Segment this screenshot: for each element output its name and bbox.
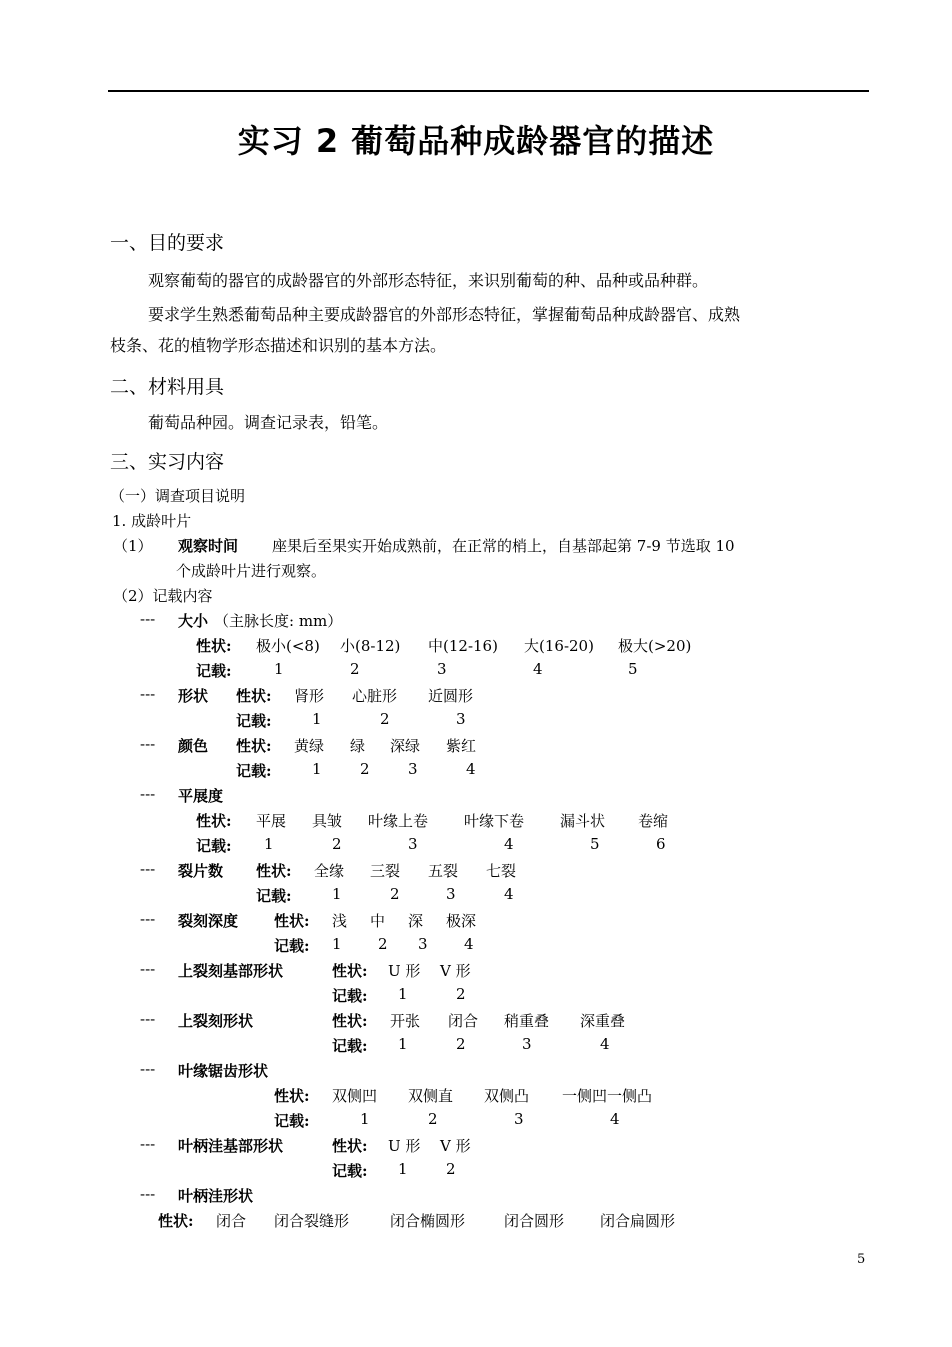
dash: --- [140, 910, 156, 928]
trait-label: 性状: [256, 862, 292, 880]
trait-value: 中(12-16) [428, 637, 498, 655]
trait-value: V 形 [440, 962, 471, 980]
dash: --- [140, 860, 156, 878]
record-code: 1 [274, 660, 284, 678]
trait-value: 小(8-12) [340, 637, 401, 655]
record-code: 2 [428, 1110, 438, 1128]
trait-label: 性状: [332, 1012, 368, 1030]
trait-value: 闭合椭圆形 [390, 1212, 466, 1230]
flat-name: 平展度 [178, 787, 224, 805]
upper-base-name: 上裂刻基部形状 [178, 962, 284, 980]
record-code: 2 [456, 1035, 466, 1053]
record-content-label: （2）记载内容 [113, 587, 213, 605]
dash: --- [140, 960, 156, 978]
shape-name: 形状 [178, 687, 209, 705]
trait-value: 双侧凸 [484, 1087, 530, 1105]
trait-value: 五裂 [428, 862, 459, 880]
record-code: 2 [350, 660, 360, 678]
record-code: 5 [590, 835, 600, 853]
trait-label: 性状: [236, 737, 272, 755]
size-name: 大小 [178, 612, 209, 630]
record-code: 3 [522, 1035, 532, 1053]
record-code: 4 [466, 760, 476, 778]
header-rule [108, 90, 869, 92]
record-code: 1 [360, 1110, 370, 1128]
trait-value: 绿 [350, 737, 366, 755]
petiole-base-name: 叶柄洼基部形状 [178, 1137, 284, 1155]
trait-value: 漏斗状 [560, 812, 606, 830]
trait-value: 叶缘下卷 [464, 812, 525, 830]
record-code: 3 [408, 760, 418, 778]
observe-number: （1） [113, 537, 153, 555]
record-label: 记载: [332, 1037, 368, 1055]
trait-value: 极小(<8) [256, 637, 320, 655]
trait-value: 中 [370, 912, 386, 930]
page-number: 5 [857, 1252, 866, 1267]
record-code: 3 [437, 660, 447, 678]
observe-text: 座果后至果实开始成熟前，在正常的梢上，自基部起第 7-9 节选取 10 [272, 537, 735, 555]
record-label: 记载: [256, 887, 292, 905]
trait-value: 叶缘上卷 [368, 812, 429, 830]
sec1-paragraph-2b: 枝条、花的植物学形态描述和识别的基本方法。 [110, 336, 447, 355]
section-1-heading: 一、目的要求 [110, 232, 225, 254]
trait-label: 性状: [274, 1087, 310, 1105]
trait-value: 紫红 [446, 737, 477, 755]
trait-value: 卷缩 [638, 812, 669, 830]
record-code: 3 [446, 885, 456, 903]
trait-label: 性状: [274, 912, 310, 930]
dash: --- [140, 1135, 156, 1153]
trait-value: 大(16-20) [524, 637, 594, 655]
trait-value: 稍重叠 [504, 1012, 550, 1030]
dash: --- [140, 1060, 156, 1078]
record-code: 2 [380, 710, 390, 728]
trait-value: 闭合裂缝形 [274, 1212, 350, 1230]
record-code: 3 [418, 935, 428, 953]
trait-value: 平展 [256, 812, 287, 830]
trait-value: 极大(>20) [618, 637, 692, 655]
trait-label: 性状: [236, 687, 272, 705]
trait-value: 闭合扁圆形 [600, 1212, 676, 1230]
lobe-name: 裂片数 [178, 862, 224, 880]
record-code: 4 [504, 835, 514, 853]
record-code: 3 [456, 710, 466, 728]
record-code: 2 [446, 1160, 456, 1178]
record-code: 1 [398, 985, 408, 1003]
upper-shape-name: 上裂刻形状 [178, 1012, 254, 1030]
sec1-paragraph-1: 观察葡萄的器官的成龄器官的外部形态特征，来识别葡萄的种、品种或品种群。 [148, 271, 709, 290]
trait-value: 闭合圆形 [504, 1212, 565, 1230]
trait-value: 三裂 [370, 862, 401, 880]
section-3-heading: 三、实习内容 [110, 451, 225, 473]
trait-label: 性状: [332, 1137, 368, 1155]
observe-text-2: 个成龄叶片进行观察。 [176, 562, 327, 580]
sec1-paragraph-2a: 要求学生熟悉葡萄品种主要成龄器官的外部形态特征，掌握葡萄品种成龄器官、成熟 [148, 305, 741, 324]
record-code: 1 [332, 885, 342, 903]
trait-label: 性状: [332, 962, 368, 980]
dash: --- [140, 1185, 156, 1203]
record-label: 记载: [236, 712, 272, 730]
trait-value: 开张 [390, 1012, 421, 1030]
record-code: 1 [398, 1160, 408, 1178]
trait-value: 双侧直 [408, 1087, 454, 1105]
trait-value: 深 [408, 912, 424, 930]
dash: --- [140, 685, 156, 703]
trait-value: 闭合 [448, 1012, 479, 1030]
dash: --- [140, 735, 156, 753]
record-label: 记载: [196, 837, 232, 855]
color-name: 颜色 [178, 737, 209, 755]
trait-value: 深重叠 [580, 1012, 626, 1030]
trait-label: 性状: [196, 812, 232, 830]
record-code: 5 [628, 660, 638, 678]
record-code: 1 [312, 710, 322, 728]
sec2-paragraph: 葡萄品种园。调查记录表，铅笔。 [148, 413, 389, 432]
record-code: 2 [378, 935, 388, 953]
record-code: 2 [332, 835, 342, 853]
subsection-1: （一）调查项目说明 [110, 487, 246, 505]
record-code: 2 [360, 760, 370, 778]
trait-value: 心脏形 [352, 687, 398, 705]
record-code: 4 [600, 1035, 610, 1053]
page-title: 实习 2 葡萄品种成龄器官的描述 [237, 122, 715, 160]
depth-name: 裂刻深度 [178, 912, 239, 930]
trait-value: 具皱 [312, 812, 343, 830]
trait-value: 全缘 [314, 862, 345, 880]
record-label: 记载: [332, 1162, 368, 1180]
trait-value: 一侧凹一侧凸 [562, 1087, 653, 1105]
record-code: 4 [610, 1110, 620, 1128]
observe-label: 观察时间 [178, 537, 239, 555]
record-code: 1 [264, 835, 274, 853]
record-label: 记载: [332, 987, 368, 1005]
trait-value: 双侧凹 [332, 1087, 378, 1105]
record-code: 4 [464, 935, 474, 953]
item-1: 1. 成龄叶片 [112, 512, 192, 530]
record-code: 4 [533, 660, 543, 678]
trait-value: 黄绿 [294, 737, 325, 755]
trait-value: 肾形 [294, 687, 325, 705]
record-label: 记载: [274, 937, 310, 955]
trait-value: 闭合 [216, 1212, 247, 1230]
trait-value: U 形 [388, 962, 421, 980]
record-code: 1 [398, 1035, 408, 1053]
dash: --- [140, 610, 156, 628]
record-code: 1 [332, 935, 342, 953]
record-code: 3 [408, 835, 418, 853]
record-label: 记载: [196, 662, 232, 680]
record-code: 2 [390, 885, 400, 903]
trait-value: 极深 [446, 912, 477, 930]
trait-value: 深绿 [390, 737, 421, 755]
trait-value: U 形 [388, 1137, 421, 1155]
serration-name: 叶缘锯齿形状 [178, 1062, 269, 1080]
record-code: 2 [456, 985, 466, 1003]
record-code: 4 [504, 885, 514, 903]
size-unit: （主脉长度: mm） [214, 612, 343, 630]
trait-value: V 形 [440, 1137, 471, 1155]
record-code: 6 [656, 835, 666, 853]
record-label: 记载: [236, 762, 272, 780]
trait-label: 性状: [196, 637, 232, 655]
record-code: 3 [514, 1110, 524, 1128]
dash: --- [140, 1010, 156, 1028]
trait-value: 浅 [332, 912, 348, 930]
section-2-heading: 二、材料用具 [110, 376, 225, 398]
trait-label: 性状: [158, 1212, 194, 1230]
petiole-shape-name: 叶柄洼形状 [178, 1187, 254, 1205]
record-label: 记载: [274, 1112, 310, 1130]
record-code: 1 [312, 760, 322, 778]
trait-value: 七裂 [486, 862, 517, 880]
trait-value: 近圆形 [428, 687, 474, 705]
dash: --- [140, 785, 156, 803]
